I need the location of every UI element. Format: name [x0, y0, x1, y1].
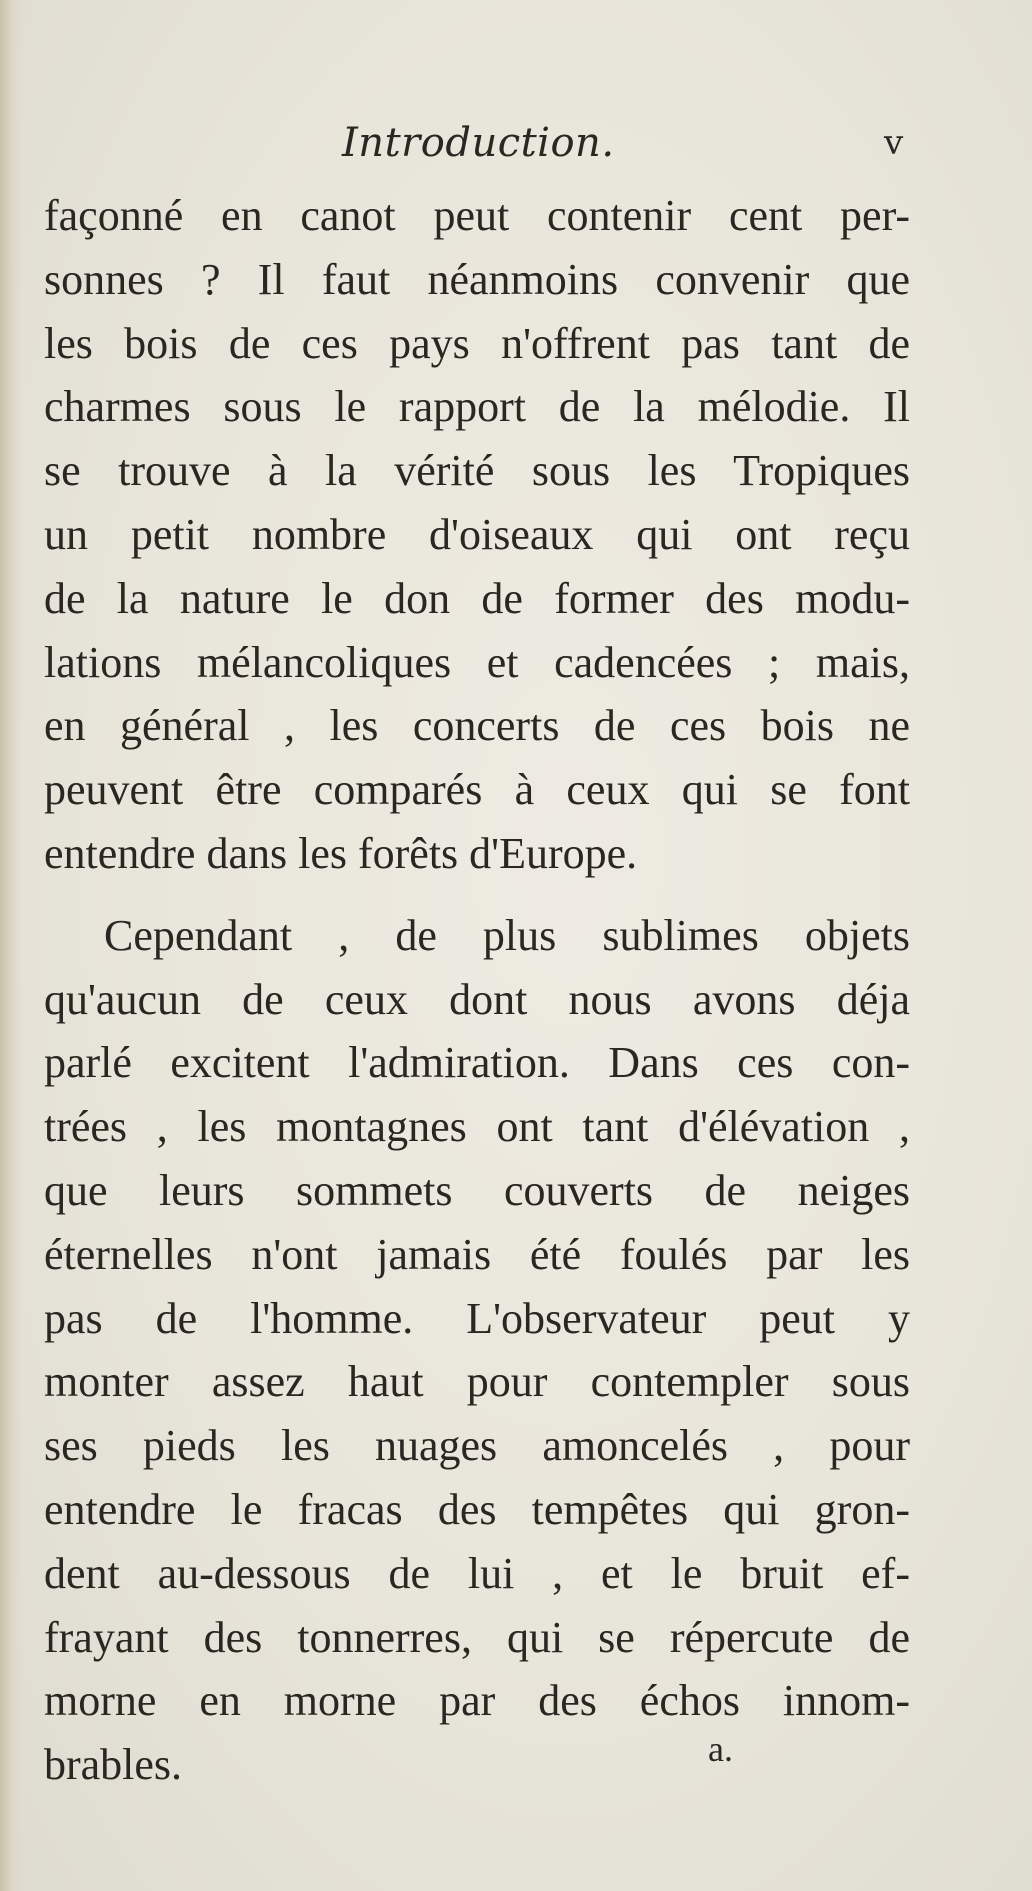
body-text: [44, 184, 910, 1797]
text-line: de la nature le don de former des modu-: [44, 573, 910, 623]
text-line: brables.: [44, 1740, 183, 1790]
text-line: monter assez haut pour contempler sous: [44, 1357, 910, 1407]
text-line: entendre le fracas des tempêtes qui gron-: [44, 1484, 910, 1534]
binding-shadow: [0, 0, 22, 1891]
text-line: dent au-dessous de lui , et le bruit ef-: [44, 1548, 910, 1598]
text-line: ses pieds les nuages amoncelés , pour: [44, 1421, 910, 1471]
text-line: se trouve à la vérité sous les Tropiques: [44, 446, 910, 496]
text-line: façonné en canot peut contenir cent per-: [44, 191, 910, 240]
text-line: sonnes ? Il faut néanmoins convenir que: [44, 254, 910, 304]
text-line: morne en morne par des échos innom-: [44, 1676, 910, 1726]
text-line: pas de l'homme. L'observateur peut y: [44, 1293, 910, 1343]
text-line: qu'aucun de ceux dont nous avons déja: [44, 974, 910, 1024]
text-line: les bois de ces pays n'offrent pas tant de: [44, 318, 910, 368]
text-line: que leurs sommets couverts de neiges: [44, 1165, 910, 1215]
text-line: trées , les montagnes ont tant d'élévation ,: [44, 1102, 910, 1152]
text-line: en général , les concerts de ces bois ne: [44, 701, 910, 751]
page-number: v: [884, 123, 904, 163]
paragraph-2: [44, 904, 910, 1797]
text-line: charmes sous le rapport de la mélodie. Il: [44, 382, 910, 432]
paragraph-1: [44, 184, 910, 886]
text-line: Cependant , de plus sublimes objets: [104, 910, 910, 960]
paragraph-break: [44, 886, 910, 904]
text-line: frayant des tonnerres, qui se répercute de: [44, 1612, 910, 1662]
text-line: un petit nombre d'oiseaux qui ont reçu: [44, 509, 910, 559]
text-line: parlé excitent l'admiration. Dans ces con-: [44, 1038, 910, 1088]
signature-mark: a.: [708, 1729, 733, 1769]
text-line: lations mélancoliques et cadencées ; mais,: [44, 637, 910, 687]
text-line: éternelles n'ont jamais été foulés par les: [44, 1229, 910, 1279]
running-title: Introduction.: [342, 120, 615, 166]
running-head: [0, 118, 1032, 168]
text-line: entendre dans les forêts d'Europe.: [44, 828, 638, 878]
text-line: peuvent être comparés à ceux qui se font: [44, 765, 910, 815]
